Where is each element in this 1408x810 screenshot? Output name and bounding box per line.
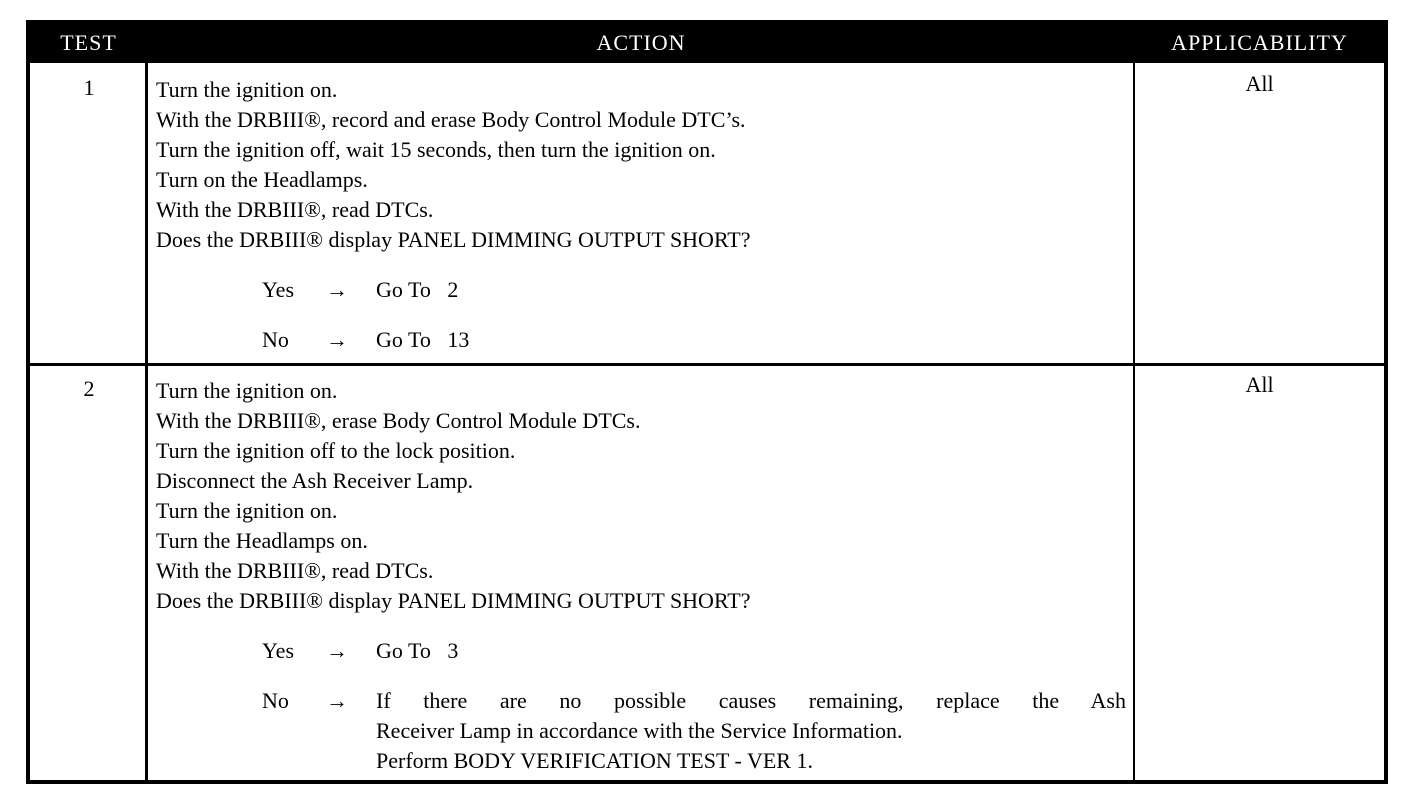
action-step: With the DRBIII®, read DTCs. <box>156 197 434 222</box>
applicability-value: All <box>1245 71 1274 96</box>
action-step: Turn the ignition off, wait 15 seconds, then turn the ignition on. <box>156 137 716 162</box>
column-divider <box>145 366 148 780</box>
yes-branch <box>156 636 1126 666</box>
header-action: ACTION <box>596 30 686 55</box>
diagnostic-test-table <box>26 20 1388 784</box>
action-step: Turn the ignition on. <box>156 77 338 102</box>
no-label: No <box>262 327 289 352</box>
action-step: Turn the ignition on. <box>156 378 338 403</box>
action-step: With the DRBIII®, erase Body Control Module DTCs. <box>156 408 641 433</box>
table-header <box>30 24 1384 63</box>
arrow-icon: → <box>326 688 348 713</box>
action-step: Turn on the Headlamps. <box>156 167 368 192</box>
applicability-value: All <box>1245 372 1274 397</box>
action-cell <box>156 376 1126 776</box>
no-result-line: Perform BODY VERIFICATION TEST - VER 1. <box>376 748 813 773</box>
column-divider <box>1133 63 1135 363</box>
yes-result: Go To 3 <box>376 638 459 663</box>
test-row-1 <box>30 63 1384 363</box>
no-result-line: Receiver Lamp in accordance with the Service Information. <box>376 718 903 743</box>
action-step: With the DRBIII®, record and erase Body Control Module DTC’s. <box>156 107 746 132</box>
column-divider <box>145 63 148 363</box>
action-step: Turn the ignition off to the lock position. <box>156 438 516 463</box>
header-test: TEST <box>60 30 117 55</box>
yes-result: Go To 2 <box>376 277 459 302</box>
arrow-icon: → <box>326 638 348 663</box>
no-result <box>376 686 1126 776</box>
action-step: Turn the ignition on. <box>156 498 338 523</box>
action-cell <box>156 75 1126 355</box>
no-result: Go To 13 <box>376 327 470 352</box>
no-result-line: If there are no possible causes remaining, replace the Ash <box>376 688 1126 713</box>
action-step: Does the DRBIII® display PANEL DIMMING OUTPUT SHORT? <box>156 588 751 613</box>
test-number: 2 <box>83 376 95 401</box>
yes-label: Yes <box>262 277 295 302</box>
yes-label: Yes <box>262 638 295 663</box>
test-number: 1 <box>83 75 95 100</box>
action-step: With the DRBIII®, read DTCs. <box>156 558 434 583</box>
action-step: Turn the Headlamps on. <box>156 528 368 553</box>
test-row-2 <box>30 363 1384 780</box>
action-step: Does the DRBIII® display PANEL DIMMING OUTPUT SHORT? <box>156 227 751 252</box>
arrow-icon: → <box>326 277 348 302</box>
no-label: No <box>262 688 289 713</box>
action-step: Disconnect the Ash Receiver Lamp. <box>156 468 474 493</box>
arrow-icon: → <box>326 327 348 352</box>
no-branch <box>156 686 1126 776</box>
header-applicability: APPLICABILITY <box>1171 30 1348 55</box>
yes-branch <box>156 275 1126 305</box>
no-branch <box>156 325 1126 355</box>
column-divider <box>1133 366 1135 780</box>
